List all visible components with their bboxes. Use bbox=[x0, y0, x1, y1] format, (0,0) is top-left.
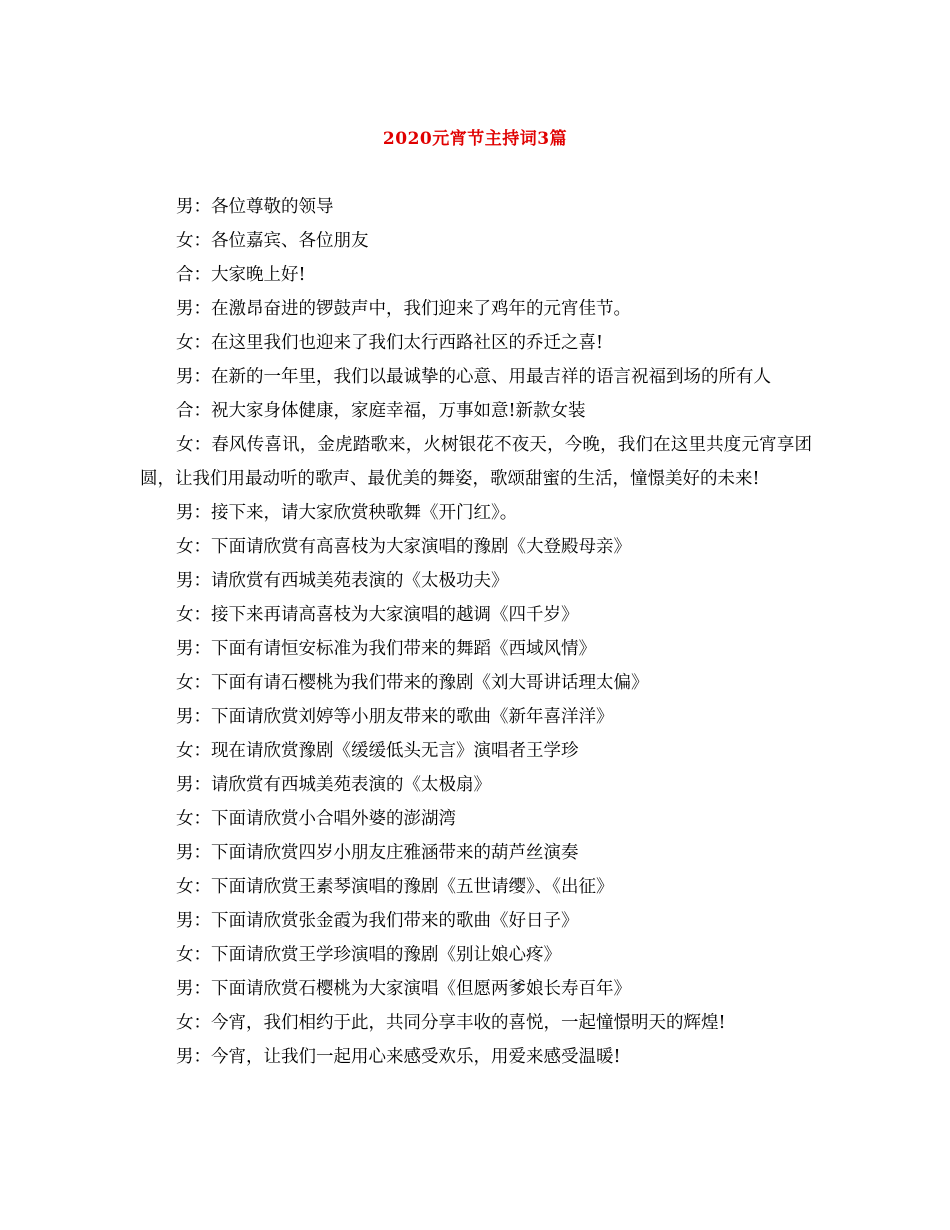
paragraph: 男：接下来，请大家欣赏秧歌舞《开门红》。 bbox=[176, 503, 518, 523]
paragraph: 合：祝大家身体健康，家庭幸福，万事如意!新款女装 bbox=[176, 401, 586, 421]
paragraph: 男：在激昂奋进的锣鼓声中，我们迎来了鸡年的元宵佳节。 bbox=[176, 299, 631, 319]
paragraph: 合：大家晚上好! bbox=[176, 265, 306, 285]
paragraph: 女：现在请欣赏豫剧《缓缓低头无言》演唱者王学珍 bbox=[176, 741, 579, 761]
paragraph: 男：下面请欣赏刘婷等小朋友带来的歌曲《新年喜洋洋》 bbox=[176, 707, 614, 727]
paragraph: 女：接下来再请高喜枝为大家演唱的越调《四千岁》 bbox=[176, 605, 579, 625]
paragraph: 女：下面请欣赏小合唱外婆的澎湖湾 bbox=[176, 809, 456, 829]
paragraph: 女：今宵，我们相约于此，共同分享丰收的喜悦，一起憧憬明天的辉煌! bbox=[176, 1013, 726, 1033]
paragraph: 男：在新的一年里，我们以最诚挚的心意、用最吉祥的语言祝福到场的所有人 bbox=[176, 367, 771, 387]
paragraph: 男：各位尊敬的领导 bbox=[176, 197, 334, 217]
paragraph: 女：下面请欣赏王素琴演唱的豫剧《五世请缨》、《出征》 bbox=[176, 877, 614, 897]
paragraph: 男：下面请欣赏四岁小朋友庄雅涵带来的葫芦丝演奏 bbox=[176, 843, 579, 863]
paragraph: 女：在这里我们也迎来了我们太行西路社区的乔迁之喜! bbox=[176, 333, 604, 353]
paragraph: 女：下面有请石樱桃为我们带来的豫剧《刘大哥讲话理太偏》 bbox=[176, 673, 649, 693]
document-body bbox=[140, 190, 812, 1074]
paragraph: 男：下面请欣赏张金霞为我们带来的歌曲《好日子》 bbox=[176, 911, 579, 931]
paragraph: 女：各位嘉宾、各位朋友 bbox=[176, 231, 369, 251]
paragraph: 男：请欣赏有西城美苑表演的《太极功夫》 bbox=[176, 571, 509, 591]
paragraph: 男：今宵，让我们一起用心来感受欢乐，用爱来感受温暖! bbox=[176, 1047, 621, 1067]
paragraph: 男：请欣赏有西城美苑表演的《太极扇》 bbox=[176, 775, 491, 795]
document-title: 2020元宵节主持词3篇 bbox=[382, 129, 568, 149]
paragraph: 男：下面请欣赏石樱桃为大家演唱《但愿两爹娘长寿百年》 bbox=[176, 979, 631, 999]
paragraph: 女：春风传喜讯，金虎踏歌来，火树银花不夜天，今晚，我们在这里共度元宵享团圆，让我们用最动听的歌声、最优美的舞姿，歌颂甜蜜的生活，憧憬美好的未来! bbox=[140, 435, 812, 489]
paragraph: 女：下面请欣赏王学珍演唱的豫剧《别让娘心疼》 bbox=[176, 945, 561, 965]
paragraph: 女：下面请欣赏有高喜枝为大家演唱的豫剧《大登殿母亲》 bbox=[176, 537, 631, 557]
paragraph: 男：下面有请恒安标准为我们带来的舞蹈《西域风情》 bbox=[176, 639, 596, 659]
